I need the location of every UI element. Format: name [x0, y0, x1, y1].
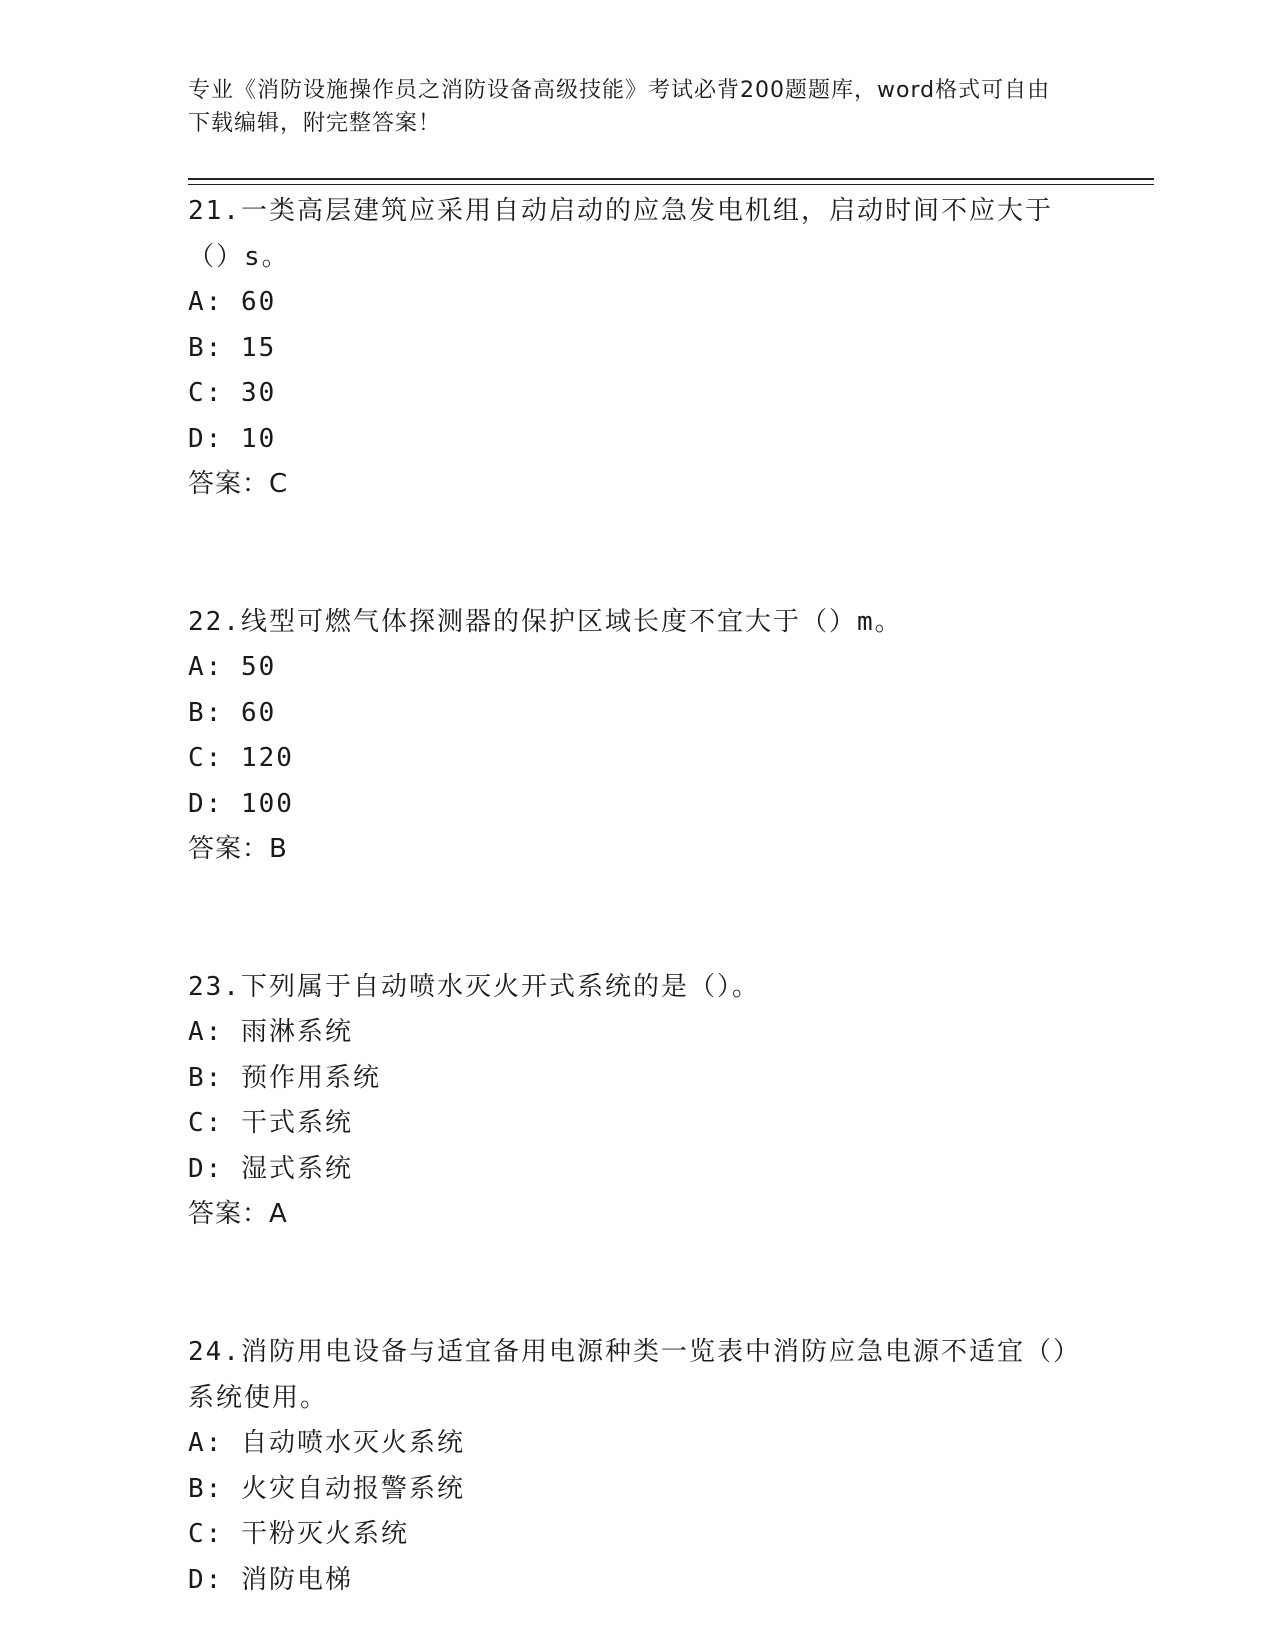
question-gap — [188, 507, 1088, 599]
option-d: D: 湿式系统 — [188, 1153, 353, 1184]
question-list — [188, 188, 1088, 1603]
question-stem: 23.下列属于自动喷水灭火开式系统的是（）。 — [188, 972, 760, 1002]
answer: 答案：A — [188, 1199, 288, 1229]
option-d: D: 消防电梯 — [188, 1564, 353, 1595]
answer: 答案：C — [188, 469, 289, 499]
question-23 — [188, 964, 1088, 1237]
header-rule-thick — [188, 178, 1154, 180]
option-a: A: 雨淋系统 — [188, 1017, 353, 1047]
question-22 — [188, 599, 1088, 872]
option-c: C: 30 — [188, 378, 277, 408]
question-21 — [188, 188, 1088, 507]
header-rule-thin — [188, 184, 1154, 185]
option-c: C: 干粉灭火系统 — [188, 1519, 409, 1549]
option-b: B: 15 — [188, 332, 277, 363]
option-a: A: 50 — [188, 652, 277, 682]
question-stem: 24.消防用电设备与适宜备用电源种类一览表中消防应急电源不适宜（）系统使用。 — [188, 1337, 1081, 1413]
option-b: B: 火灾自动报警系统 — [188, 1473, 465, 1504]
document-header: 专业《消防设施操作员之消防设备高级技能》考试必背200题题库，word格式可自由下载编辑，附完整答案！ — [188, 78, 1051, 136]
question-gap — [188, 872, 1088, 964]
question-stem: 22.线型可燃气体探测器的保护区域长度不宜大于（）m。 — [188, 607, 903, 637]
option-a: A: 60 — [188, 287, 277, 317]
option-b: B: 预作用系统 — [188, 1062, 381, 1093]
option-d: D: 10 — [188, 423, 277, 454]
option-d: D: 100 — [188, 788, 294, 819]
question-gap — [188, 1237, 1088, 1329]
question-24 — [188, 1329, 1088, 1603]
option-c: C: 120 — [188, 743, 294, 773]
option-c: C: 干式系统 — [188, 1108, 353, 1138]
question-stem: 21.一类高层建筑应采用自动启动的应急发电机组，启动时间不应大于（）s。 — [188, 196, 1053, 272]
option-a: A: 自动喷水灭火系统 — [188, 1428, 465, 1458]
answer: 答案：B — [188, 834, 288, 864]
option-b: B: 60 — [188, 697, 277, 728]
